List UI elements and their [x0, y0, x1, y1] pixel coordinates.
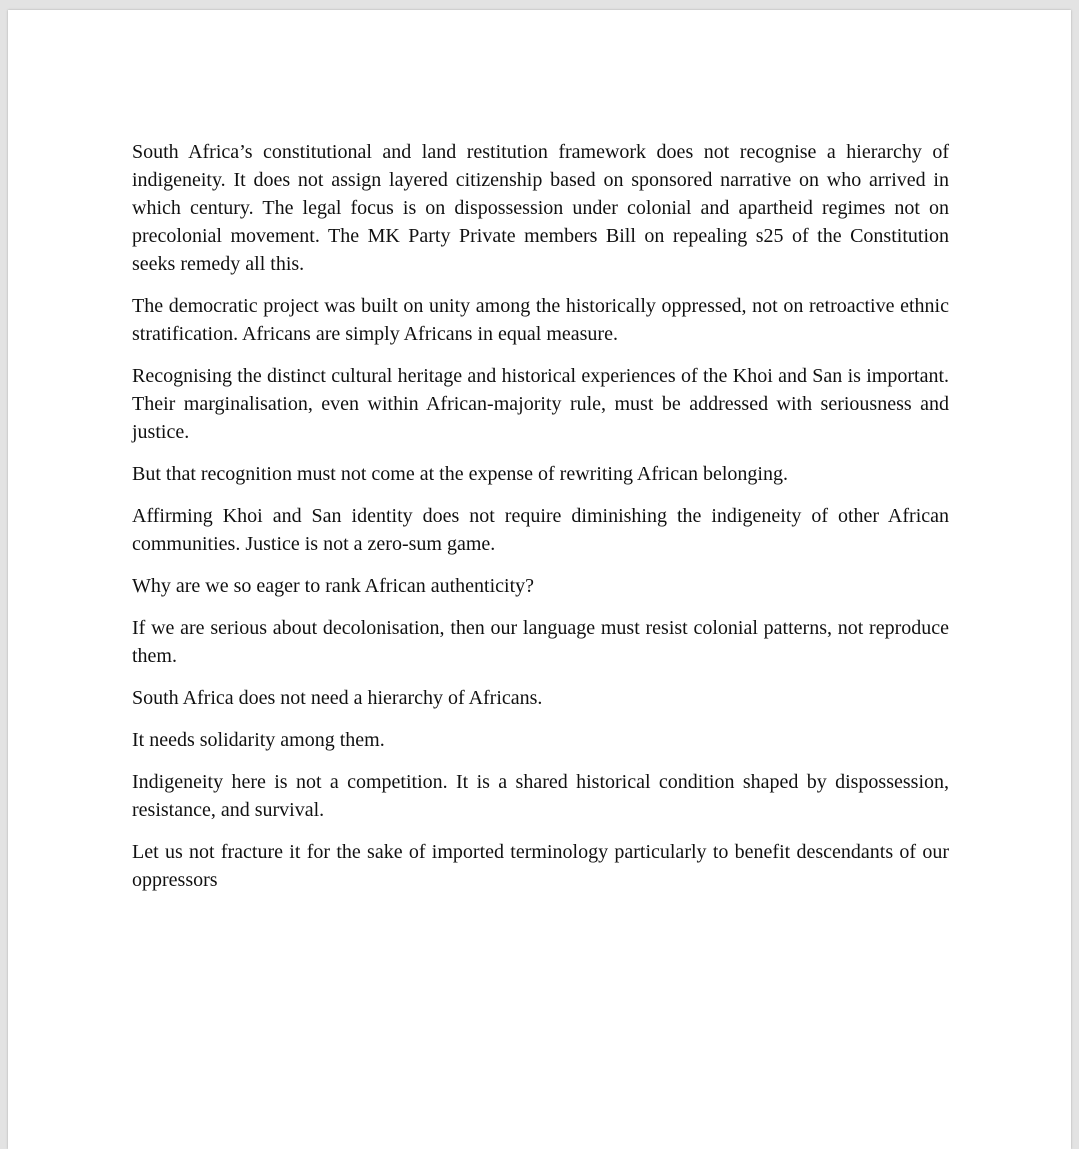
document-body	[132, 138, 949, 908]
paragraph: If we are serious about decolonisation, then our language must resist colonial patterns, not reproduce them.	[132, 617, 949, 667]
paragraph: South Africa’s constitutional and land restitution framework does not recognise a hierarchy of indigeneity. It does not assign layered citizenship based on sponsored narrative on who arrived in which century. The legal focus is on dispossession under colonial and apartheid regimes not on precolonial movement. The MK Party Private members Bill on repealing s25 of the Constitution seeks remedy all this.	[132, 141, 949, 275]
paragraph: Why are we so eager to rank African authenticity?	[132, 575, 535, 597]
paragraph: Affirming Khoi and San identity does not require diminishing the indigeneity of other African communities. Justice is not a zero-sum game.	[132, 505, 949, 555]
document-page	[8, 10, 1071, 1149]
paragraph: The democratic project was built on unity among the historically oppressed, not on retroactive ethnic stratification. Africans are simply Africans in equal measure.	[132, 295, 949, 345]
paragraph: Indigeneity here is not a competition. It is a shared historical condition shaped by dispossession, resistance, and survival.	[132, 771, 949, 821]
paragraph: It needs solidarity among them.	[132, 729, 385, 751]
paragraph: South Africa does not need a hierarchy of Africans.	[132, 687, 543, 709]
paragraph: But that recognition must not come at the expense of rewriting African belonging.	[132, 463, 788, 485]
paragraph: Let us not fracture it for the sake of imported terminology particularly to benefit descendants of our oppressors	[132, 841, 949, 891]
paragraph: Recognising the distinct cultural heritage and historical experiences of the Khoi and San is important. Their marginalisation, even within African-majority rule, must be addressed with seriousness and justice.	[132, 365, 949, 443]
